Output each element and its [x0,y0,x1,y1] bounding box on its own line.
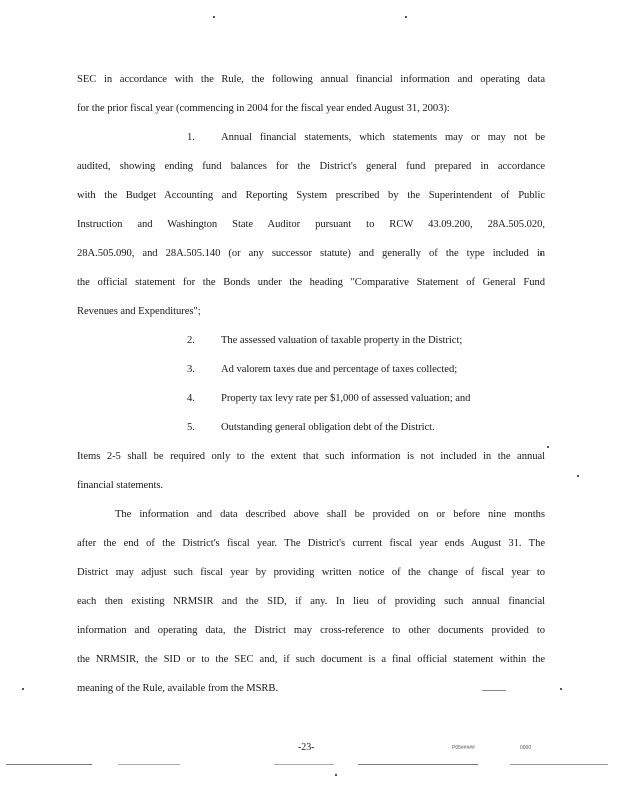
paragraph-line: District may adjust such fiscal year by providing written notice of the change of fiscal year to [77,567,545,578]
list-item: The assessed valuation of taxable property in the District; [221,335,463,346]
item-number: 5. [187,422,195,433]
scan-edge-line [510,764,608,765]
scan-speck [405,16,407,18]
list-item: Property tax levy rate per $1,000 of assessed valuation; and [221,393,471,404]
item-1-line: Instruction and Washington State Auditor pursuant to RCW 43.09.200, 28A.505.020, [77,219,545,230]
list-item: Ad valorem taxes due and percentage of taxes collected; [221,364,458,375]
paragraph-line: meaning of the Rule, available from the MSRB. [77,683,279,694]
page-number: -23- [298,742,315,753]
scan-speck [547,446,549,448]
items-note-line: Items 2-5 shall be required only to the extent that such information is not included in the annual [77,451,545,462]
scan-edge-line [274,764,334,765]
scan-speck [577,475,579,477]
document-code: P05##### [452,745,475,751]
scan-edge-line [118,764,180,765]
paragraph-line: each then existing NRMSIR and the SID, if any. In lieu of providing such annual financial [77,596,545,607]
scan-speck [335,774,337,776]
document-code: 0000 [520,745,532,751]
item-number: 1. [187,132,195,143]
list-item: Outstanding general obligation debt of the District. [221,422,435,433]
paragraph-line: after the end of the District's fiscal year. The District's current fiscal year ends August 31. The [77,538,545,549]
paragraph-line: information and operating data, the District may cross-reference to other documents provided to [77,625,545,636]
items-note-line: financial statements. [77,480,164,491]
intro-line: SEC in accordance with the Rule, the following annual financial information and operating data [77,74,545,85]
item-1-line: with the Budget Accounting and Reporting System prescribed by the Superintendent of Public [77,190,545,201]
scan-edge-line [6,764,92,765]
item-1-line: Annual financial statements, which statements may or may not be [221,132,545,143]
scan-speck [22,688,24,690]
paragraph-line: The information and data described above shall be provided on or before nine months [115,509,545,520]
item-number: 2. [187,335,195,346]
scan-speck [560,688,562,690]
scan-speck [482,690,506,691]
scan-speck [213,16,215,18]
item-number: 4. [187,393,195,404]
item-1-line: the official statement for the Bonds under the heading "Comparative Statement of General Fund [77,277,545,288]
item-1-line: audited, showing ending fund balances for the District's general fund prepared in accordance [77,161,545,172]
item-1-line: 28A.505.090, and 28A.505.140 (or any successor statute) and generally of the type included in [77,248,545,259]
scan-edge-line [358,764,478,765]
item-number: 3. [187,364,195,375]
item-1-line: Revenues and Expenditures"; [77,306,201,317]
paragraph-line: the NRMSIR, the SID or to the SEC and, if such document is a final official statement within the [77,654,545,665]
intro-line: for the prior fiscal year (commencing in 2004 for the fiscal year ended August 31, 2003): [77,103,450,114]
